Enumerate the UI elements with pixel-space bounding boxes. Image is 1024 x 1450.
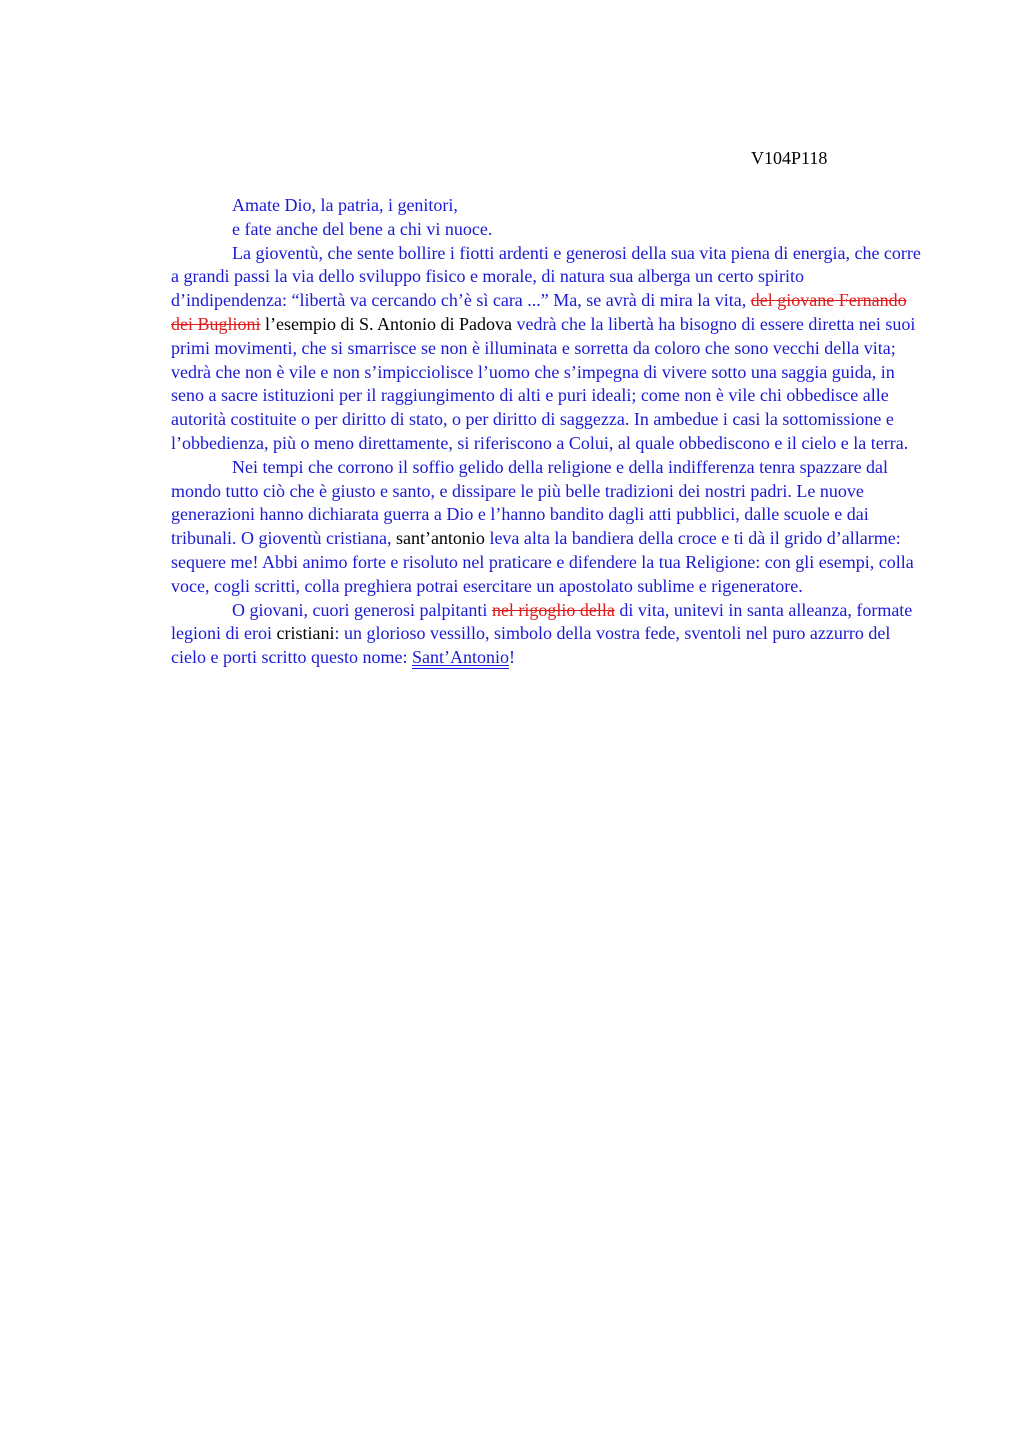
inserted-text: cristiani — [276, 623, 335, 644]
text-run: Nei tempi che corrono il soffio gelido della religione e della indifferenza tenra spazzare dal mondo tutto ciò che è giusto e santo, e dissipare le più belle tradizioni dei nostri padri. Le nuove generazioni hanno dichiarata guerra a Dio e l’hanno bandito dagli atti pubblici, dalle scuole e dai tribunali. O gioventù cristiana, — [171, 456, 889, 549]
inserted-text: l’esempio di S. Antonio di Padova — [260, 313, 512, 334]
page-identifier: V104P118 — [751, 148, 828, 168]
text-run: ! — [508, 647, 515, 668]
text-run: : un glorioso vessillo, simbolo della vostra fede, sventoli nel puro azzurro del cielo e porti scritto questo nome: — [171, 623, 891, 668]
deleted-text: del giovane Fernando dei Buglioni — [171, 290, 907, 334]
inserted-text: sant’antonio — [395, 528, 485, 549]
paragraph-2 — [171, 456, 923, 599]
underlined-name: Sant’Antonio — [411, 647, 509, 668]
text-run: di vita, unitevi in santa alleanza, formate legioni di eroi — [171, 599, 913, 644]
paragraph-1 — [171, 242, 923, 456]
document-body — [171, 194, 923, 670]
paragraph-3 — [171, 599, 923, 670]
text-run: La gioventù, che sente bollire i fiotti ardenti e generosi della sua vita piena di energia, che corre a grandi passi la via dello sviluppo fisico e morale, di natura sua alberga un certo spirito d’indipendenza: “libertà va cercando ch’è sì cara ...” Ma, se avrà di mira la vita, — [171, 242, 921, 311]
text-run: leva alta la bandiera della croce e ti dà il grido d’allarme: sequere me! Abbi animo forte e risoluto nel praticare e difendere la tua Religione: con gli esempi, colla voce, cogli scritti, colla preghiera potrai esercitare un apostolato sublime e rigeneratore. — [171, 528, 914, 596]
verse-line: Amate Dio, la patria, i genitori, — [232, 195, 458, 215]
verse-line: e fate anche del bene a chi vi nuoce. — [232, 218, 493, 239]
text-run: vedrà che la libertà ha bisogno di essere diretta nei suoi primi movimenti, che si smarrisce se non è illuminata e sorretta da coloro che sono vecchi della vita; vedrà che non è vile e non s’impicciolisce l’uomo che s’impegna di vivere sotto una saggia guida, in seno a sacre istituzioni per il raggiungimento di alti e puri ideali; come non è vile chi obbedisce alle autorità costituite o per diritto di stato, o per diritto di saggezza. In ambedue i casi la sottomissione e l’obbedienza, più o meno direttamente, si riferiscono a Colui, al quale obbediscono e il cielo e la terra. — [171, 313, 916, 453]
text-run: O giovani, cuori generosi palpitanti — [232, 599, 492, 620]
deleted-text: nel rigoglio della — [491, 599, 615, 620]
